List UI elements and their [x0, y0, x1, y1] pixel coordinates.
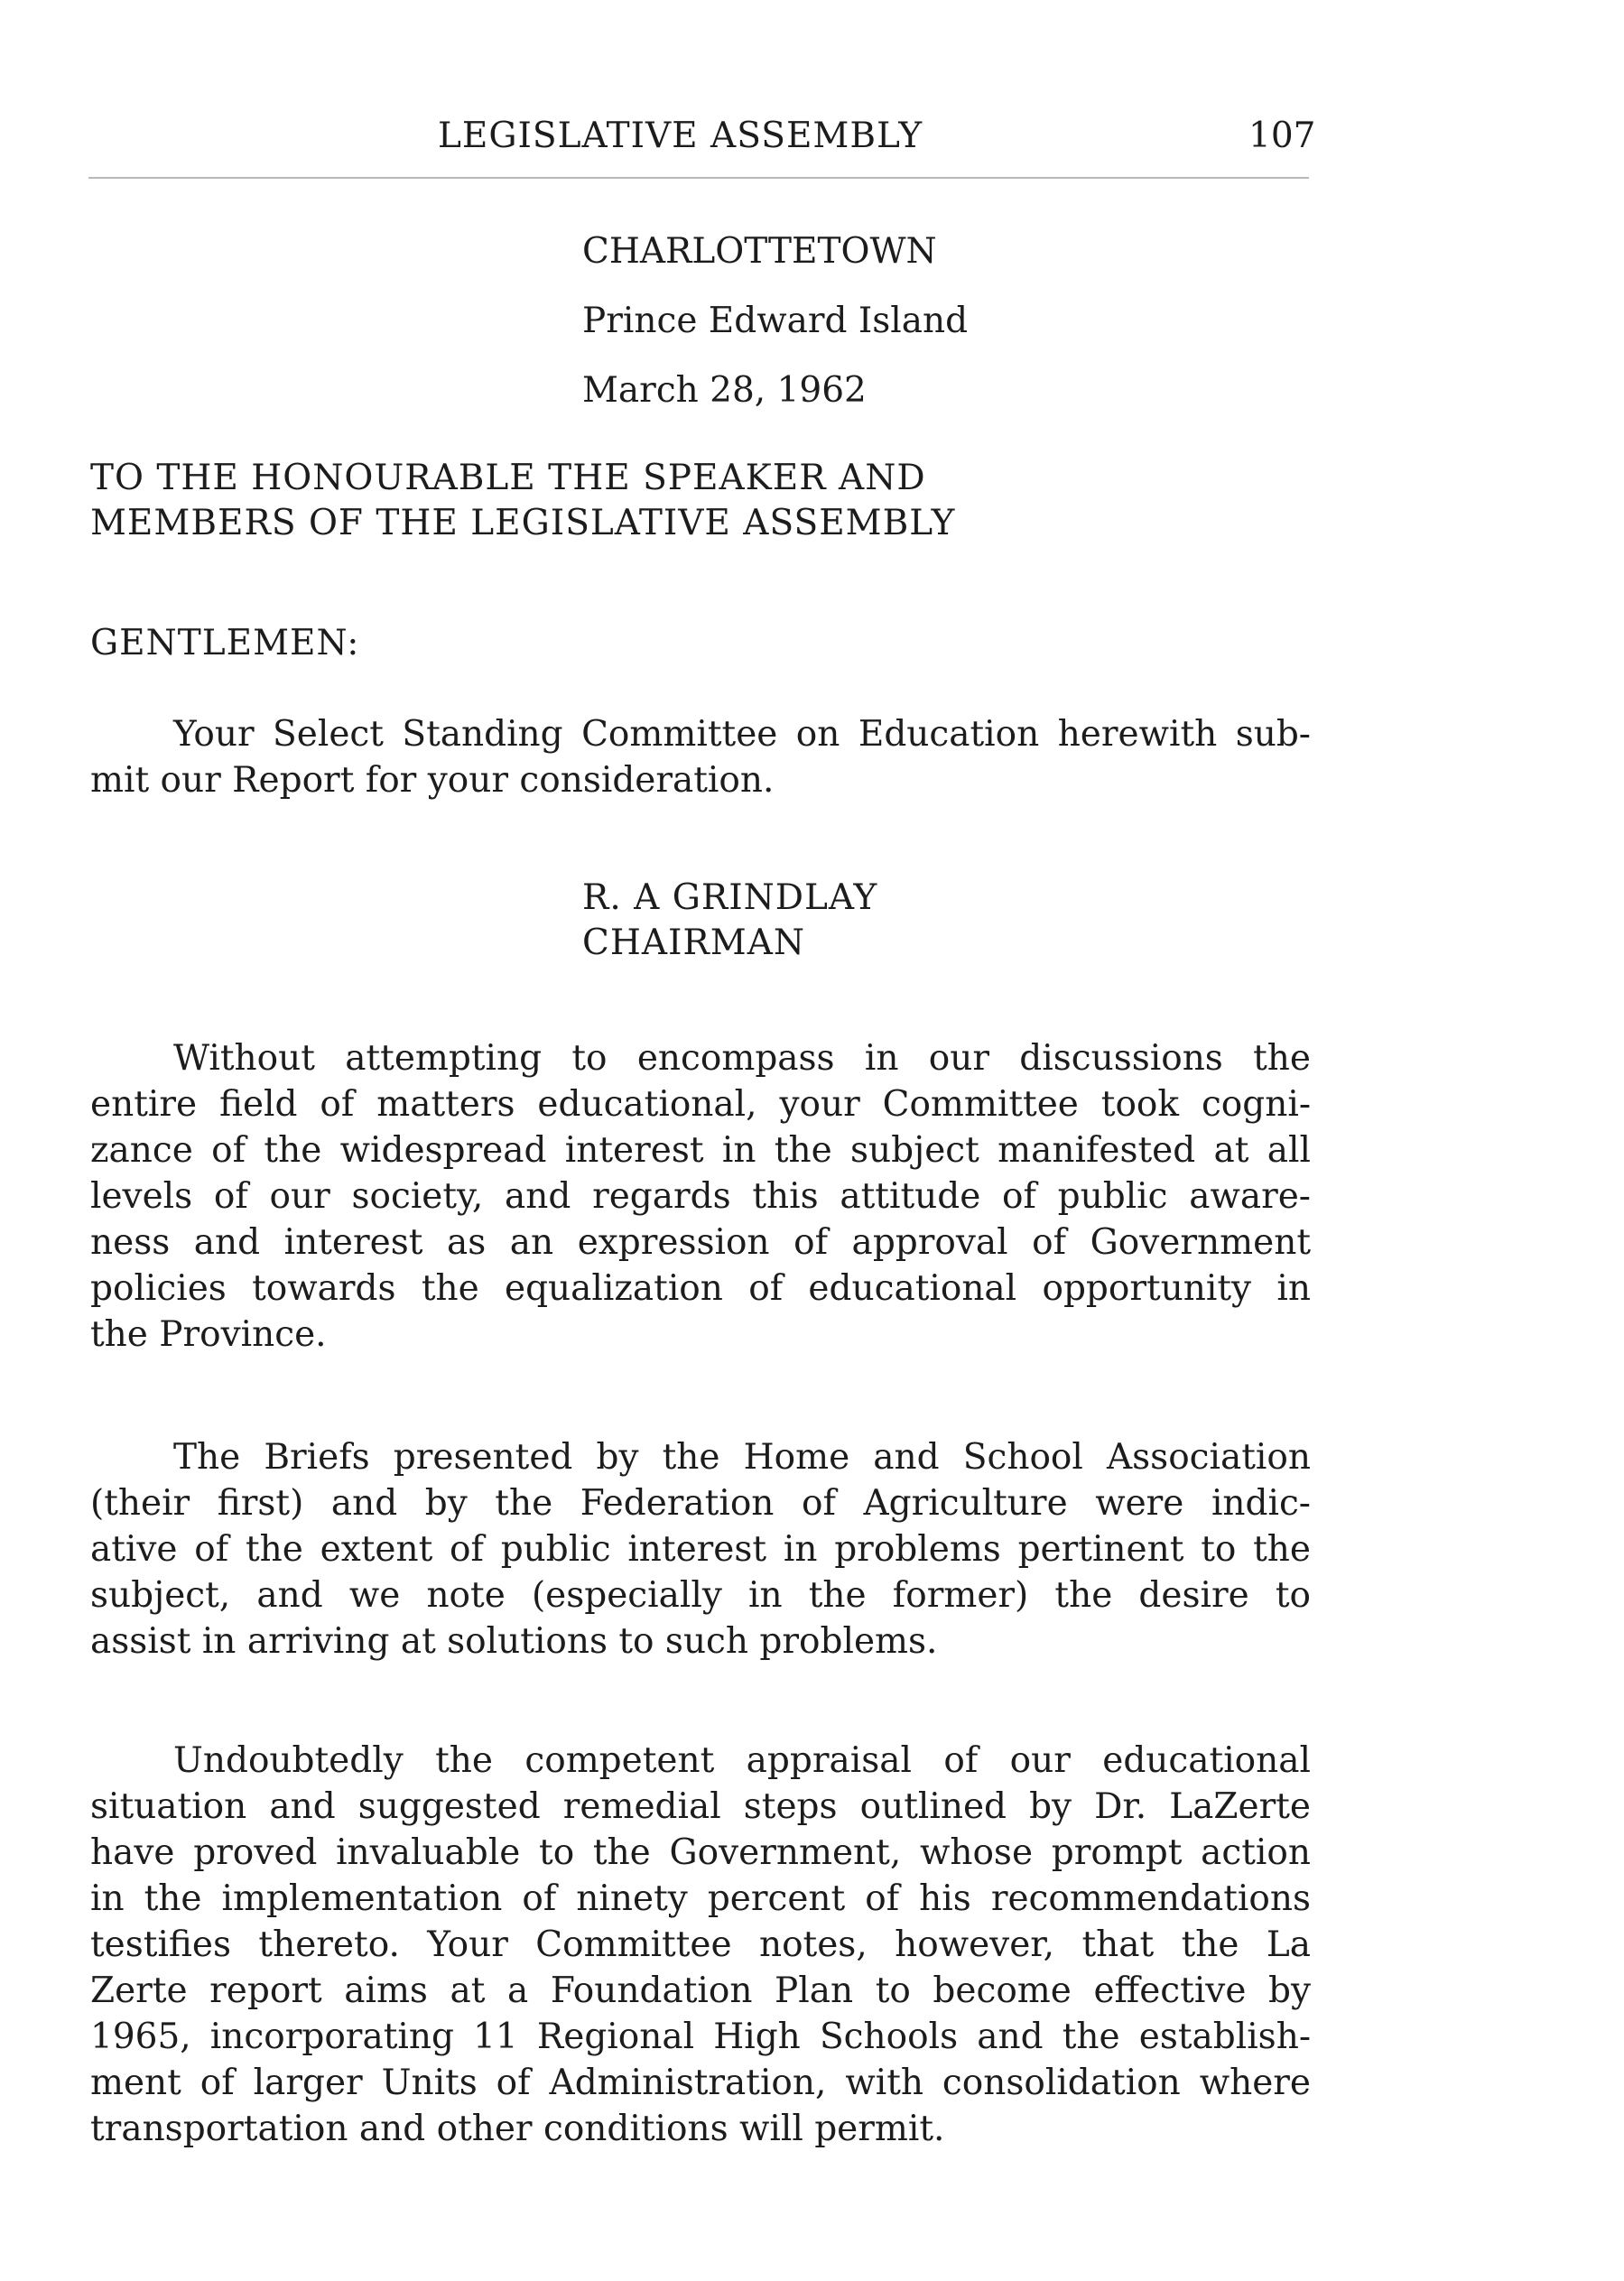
body-paragraph-1: [90, 1035, 1311, 1358]
running-header-title: LEGISLATIVE ASSEMBLY: [438, 116, 923, 156]
paragraph-line: The Briefs presented by the Home and School Association: [173, 1437, 1311, 1478]
paragraph-line: the Province.: [90, 1314, 327, 1355]
paragraph-line: ment of larger Units of Administration, with consolidation where: [90, 2063, 1311, 2103]
dateline-city: CHARLOTTETOWN: [582, 231, 937, 272]
paragraph-line: Without attempting to encompass in our discussions the: [173, 1038, 1311, 1079]
paragraph-line: zance of the widespread interest in the subject manifested at all: [90, 1130, 1311, 1171]
paragraph-line: situation and suggested remedial steps outlined by Dr. LaZerte: [90, 1786, 1311, 1827]
paragraph-line: mit our Report for your consideration.: [90, 760, 775, 801]
paragraph-line: have proved invaluable to the Government, whose prompt action: [90, 1832, 1311, 1873]
intro-paragraph: [90, 711, 1311, 803]
header-rule: [88, 177, 1309, 179]
paragraph-line: subject, and we note (especially in the former) the desire to: [90, 1575, 1311, 1616]
dateline-province: Prince Edward Island: [582, 301, 969, 341]
paragraph-line: (their first) and by the Federation of Agriculture were indic-: [90, 1483, 1311, 1524]
page-number: 107: [1248, 116, 1316, 156]
paragraph-line: entire field of matters educational, your Committee took cogni-: [90, 1084, 1311, 1125]
signature-title: CHAIRMAN: [582, 923, 806, 963]
paragraph-line: testifies thereto. Your Committee notes, however, that the La: [90, 1924, 1311, 1965]
body-paragraph-2: [90, 1434, 1311, 1664]
paragraph-line: Undoubtedly the competent appraisal of our educational: [173, 1740, 1311, 1781]
paragraph-line: ative of the extent of public interest in problems pertinent to the: [90, 1529, 1311, 1570]
addressee-line-2: MEMBERS OF THE LEGISLATIVE ASSEMBLY: [90, 503, 956, 543]
paragraph-line: in the implementation of ninety percent of his recommendations: [90, 1878, 1311, 1919]
paragraph-line: levels of our society, and regards this attitude of public aware-: [90, 1176, 1311, 1217]
addressee-line-1: TO THE HONOURABLE THE SPEAKER AND: [90, 458, 926, 498]
paragraph-line: 1965, incorporating 11 Regional High Schools and the establish-: [90, 2017, 1311, 2057]
dateline-date: March 28, 1962: [582, 370, 867, 411]
paragraph-line: transportation and other conditions will permit.: [90, 2109, 945, 2149]
paragraph-line: assist in arriving at solutions to such problems.: [90, 1621, 938, 1662]
salutation: GENTLEMEN:: [90, 623, 360, 663]
paragraph-line: policies towards the equalization of educational opportunity in: [90, 1268, 1311, 1309]
signature-name: R. A GRINDLAY: [582, 877, 878, 918]
body-paragraph-3: [90, 1738, 1311, 2152]
paragraph-line: Your Select Standing Committee on Education herewith sub-: [173, 714, 1311, 755]
paragraph-line: ness and interest as an expression of approval of Government: [90, 1222, 1311, 1263]
paragraph-line: Zerte report aims at a Foundation Plan to become effective by: [90, 1970, 1311, 2011]
